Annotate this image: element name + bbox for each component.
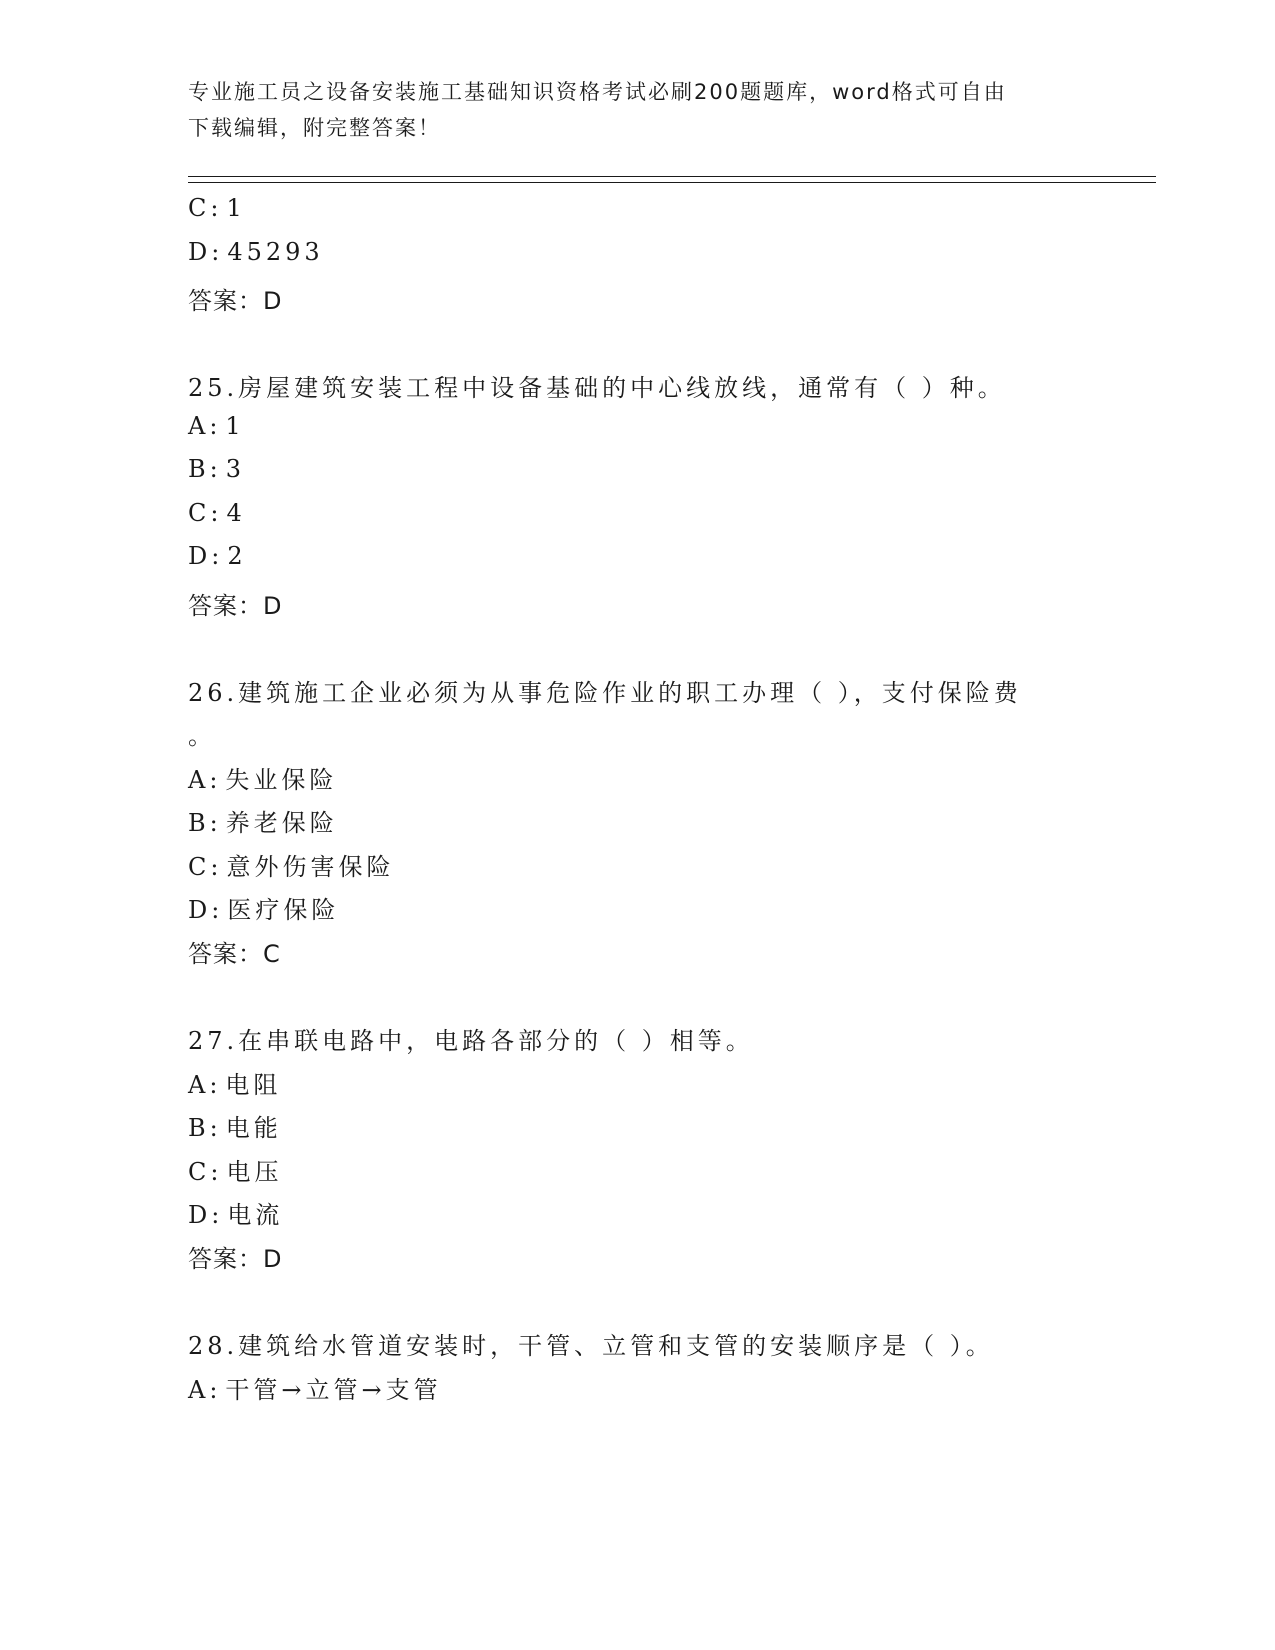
question-25-option-a: A: 1 — [188, 412, 245, 440]
question-27-option-d: D: 电流 — [188, 1201, 284, 1229]
header-divider-bottom — [188, 182, 1156, 183]
option-d: D: 45293 — [188, 238, 324, 266]
question-27-answer: 答案：D — [188, 1245, 283, 1273]
question-28-option-a: A: 干管→立管→支管 — [188, 1376, 442, 1404]
header-divider-top — [188, 176, 1156, 177]
question-25-option-c: C: 4 — [188, 499, 246, 527]
question-26-option-b: B: 养老保险 — [188, 809, 338, 837]
question-26-option-c: C: 意外伤害保险 — [188, 853, 395, 881]
option-c: C: 1 — [188, 194, 246, 222]
header-line-1: 专业施工员之设备安装施工基础知识资格考试必刷200题题库，word格式可自由 — [188, 80, 1007, 104]
document-header — [188, 74, 1068, 146]
question-26-stem-continued: 。 — [188, 722, 216, 750]
question-25-option-d: D: 2 — [188, 542, 247, 570]
question-26-option-a: A: 失业保险 — [188, 766, 338, 794]
question-28-stem: 28.建筑给水管道安装时，干管、立管和支管的安装顺序是（ ）。 — [188, 1332, 994, 1360]
question-26-option-d: D: 医疗保险 — [188, 896, 340, 924]
question-27-option-b: B: 电能 — [188, 1114, 282, 1142]
header-line-2: 下载编辑，附完整答案！ — [188, 116, 441, 140]
question-25-option-b: B: 3 — [188, 455, 246, 483]
question-26-answer: 答案：C — [188, 940, 281, 968]
question-25-stem: 25.房屋建筑安装工程中设备基础的中心线放线，通常有（ ）种。 — [188, 374, 1006, 402]
question-26-stem: 26.建筑施工企业必须为从事危险作业的职工办理（ ），支付保险费 — [188, 679, 1022, 707]
question-25-answer: 答案：D — [188, 592, 283, 620]
question-27-option-c: C: 电压 — [188, 1158, 283, 1186]
answer: 答案：D — [188, 287, 283, 315]
question-27-option-a: A: 电阻 — [188, 1071, 282, 1099]
question-27-stem: 27.在串联电路中，电路各部分的（ ）相等。 — [188, 1027, 754, 1055]
